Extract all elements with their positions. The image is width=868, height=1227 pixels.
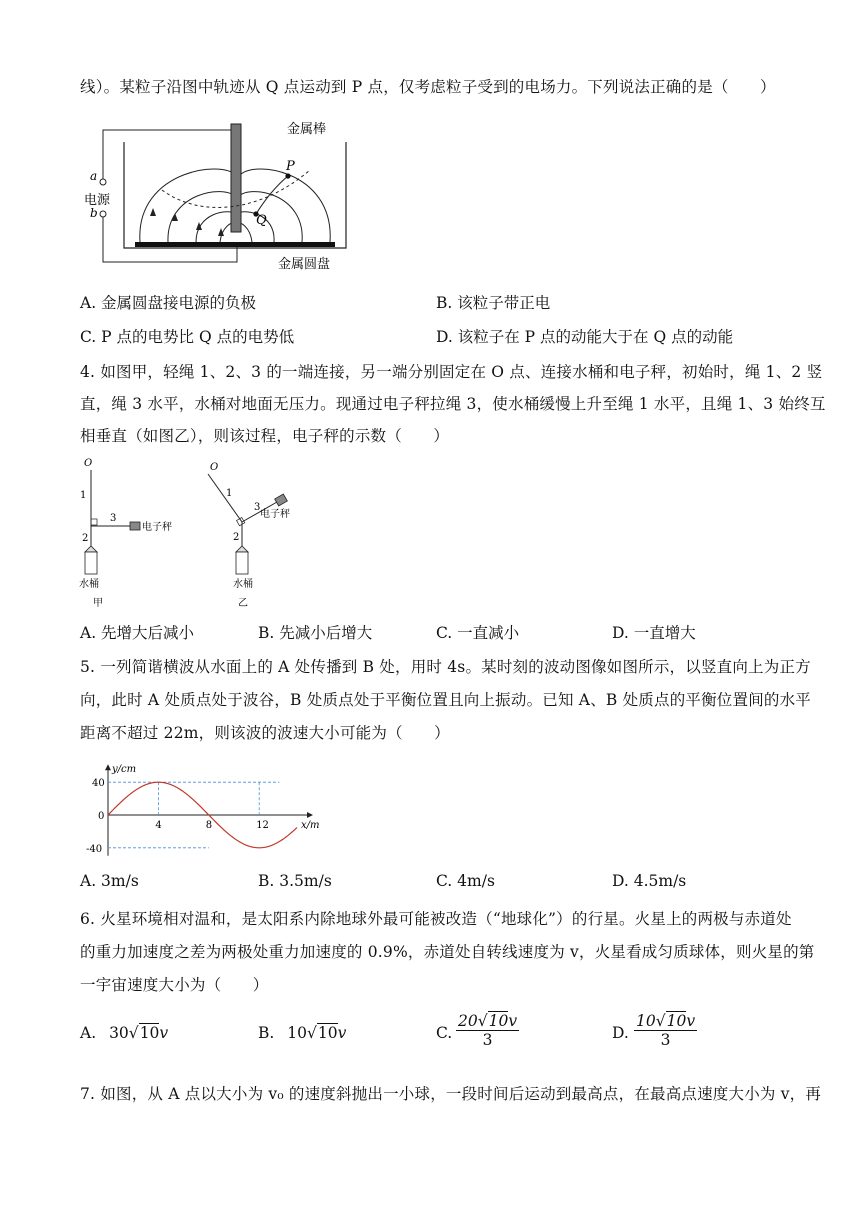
x-axis-label: x/m <box>301 820 320 831</box>
q4-stem-line3: 相垂直（如图乙），则该过程，电子秤的示数（ ） <box>80 427 450 445</box>
q3-option-b[interactable]: B. 该粒子带正电 <box>436 294 551 312</box>
q6-option-b-label: B. <box>258 1024 275 1042</box>
q6-option-a-radicand: 10 <box>139 1024 160 1042</box>
q5-option-a[interactable]: A. 3m/s <box>80 872 139 890</box>
y-axis-arrow <box>105 764 111 770</box>
q6-option-a[interactable]: A. 30√10v <box>80 1024 169 1042</box>
q6-option-c-label[interactable]: C. <box>436 1024 453 1042</box>
yi-rope1-label: 1 <box>226 488 233 499</box>
x-axis-arrow <box>307 812 313 818</box>
caption-jia: 甲 <box>93 598 103 609</box>
q4-stem-line1: 4. 如图甲，轻绳 1、2、3 的一端连接，另一端分别固定在 O 点、连接水桶和电子秤，初始时，绳 1、2 竖 <box>80 363 823 381</box>
q4-option-a[interactable]: A. 先增大后减小 <box>80 624 195 642</box>
caption-yi: 乙 <box>238 598 248 609</box>
q5-option-d[interactable]: D. 4.5m/s <box>612 872 687 890</box>
q6-option-a-label: A. <box>80 1024 97 1042</box>
q6-option-d-label[interactable]: D. <box>612 1024 629 1042</box>
metal-disc <box>135 242 335 247</box>
q6-option-c-denominator: 3 <box>482 1031 493 1049</box>
yi-rope3-label: 3 <box>254 502 261 513</box>
q4-option-c[interactable]: C. 一直减小 <box>436 624 520 642</box>
q5-option-c[interactable]: C. 4m/s <box>436 872 495 890</box>
q6-option-d-coef: 10 <box>636 1012 656 1030</box>
yi-bucket-label: 水桶 <box>233 579 253 590</box>
y-tick-label: 40 <box>92 778 105 790</box>
jia-bucket-label: 水桶 <box>79 579 99 590</box>
x-tick-label: 8 <box>205 820 213 831</box>
q6-stem-line2: 的重力加速度之差为两极处重力加速度的 0.9%，赤道处自转线速度为 v，火星看成匀质球体，则火星的第 <box>80 943 815 961</box>
yi-o-label: O <box>210 462 219 473</box>
disc-label: 金属圆盘 <box>278 257 331 272</box>
q6-option-b-coef: 10 <box>287 1024 307 1042</box>
q6-option-d-var: v <box>686 1012 696 1030</box>
q4-option-b[interactable]: B. 先减小后增大 <box>258 624 373 642</box>
jia-rope1-label: 1 <box>80 490 87 501</box>
q6-option-b-radicand: 10 <box>317 1024 338 1042</box>
point-q-label: Q <box>256 213 267 228</box>
yi-scale-label: 电子秤 <box>260 509 290 520</box>
y-tick-label: 0 <box>98 811 105 822</box>
q6-option-b[interactable]: B. 10√10v <box>258 1024 347 1042</box>
q6-option-a-coef: 30 <box>109 1024 129 1042</box>
terminal-b-label: b <box>90 206 98 220</box>
q4-option-d[interactable]: D. 一直增大 <box>612 624 696 642</box>
q3-option-c[interactable]: C. P 点的电势比 Q 点的电势低 <box>80 328 295 346</box>
q5-option-b[interactable]: B. 3.5m/s <box>258 872 332 890</box>
q6-option-b-var: v <box>337 1024 347 1042</box>
metal-rod <box>231 124 241 232</box>
q4-stem-line2: 直，绳 3 水平，水桶对地面无压力。现通过电子秤拉绳 3，使水桶缓慢上升至绳 1 水平，且绳 1、3 始终互 <box>80 395 826 413</box>
q6-stem-line3: 一宇宙速度大小为（ ） <box>80 976 269 994</box>
q3-option-a[interactable]: A. 金属圆盘接电源的负极 <box>80 294 257 312</box>
x-tick-label: 12 <box>256 820 269 831</box>
q6-option-c-var: v <box>508 1012 518 1030</box>
y-tick-label: -40 <box>86 843 103 855</box>
terminal-a-label: a <box>90 169 98 183</box>
wave-chart <box>78 755 328 865</box>
q4-figure <box>76 456 336 611</box>
y-axis-label: y/cm <box>112 764 137 776</box>
rod-label: 金属棒 <box>287 122 327 137</box>
point-p-label: P <box>286 159 295 174</box>
q3-option-d[interactable]: D. 该粒子在 P 点的动能大于在 Q 点的动能 <box>436 328 734 346</box>
yi-rope2-label: 2 <box>233 532 240 543</box>
jia-rope2-label: 2 <box>82 533 89 544</box>
q6-option-d-radicand: 10 <box>666 1012 687 1030</box>
power-label: 电源 <box>84 193 111 208</box>
q6-option-c-fraction[interactable]: $\frac{20√10v}{3}$ <box>458 1012 518 1049</box>
q3-stem-tail: 线）。某粒子沿图中轨迹从 Q 点运动到 P 点，仅考虑粒子受到的电场力。下列说法正确的是（ ） <box>80 78 776 96</box>
q6-option-d-fraction[interactable]: $\frac{10√10v}{3}$ <box>636 1012 696 1049</box>
q6-option-a-var: v <box>159 1024 169 1042</box>
jia-o-label: O <box>84 458 93 469</box>
x-tick-label: 4 <box>155 820 162 831</box>
q5-stem-line2: 向，此时 A 处质点处于波谷，B 处质点处于平衡位置且向上振动。已知 A、B 处质点的平衡位置间的水平 <box>80 691 812 709</box>
q3-figure <box>80 118 370 278</box>
q5-stem-line1: 5. 一列简谐横波从水面上的 A 处传播到 B 处，用时 4s。某时刻的波动图像如图所示，以竖直向上为正方 <box>80 658 811 676</box>
q6-option-d-denominator: 3 <box>660 1031 671 1049</box>
q7-stem-line1: 7. 如图，从 A 点以大小为 v₀ 的速度斜抛出一小球，一段时间后运动到最高点，在最高点速度大小为 v，再 <box>80 1085 822 1103</box>
q6-stem-line1: 6. 火星环境相对温和，是太阳系内除地球外最可能被改造（“地球化”）的行星。火星上的两极与赤道处 <box>80 910 792 928</box>
q6-option-c-coef: 20 <box>458 1012 478 1030</box>
q6-option-c-radicand: 10 <box>488 1012 509 1030</box>
jia-scale-label: 电子秤 <box>142 522 172 533</box>
q5-stem-line3: 距离不超过 22m，则该波的波速大小可能为（ ） <box>80 724 450 742</box>
jia-rope3-label: 3 <box>110 513 117 524</box>
